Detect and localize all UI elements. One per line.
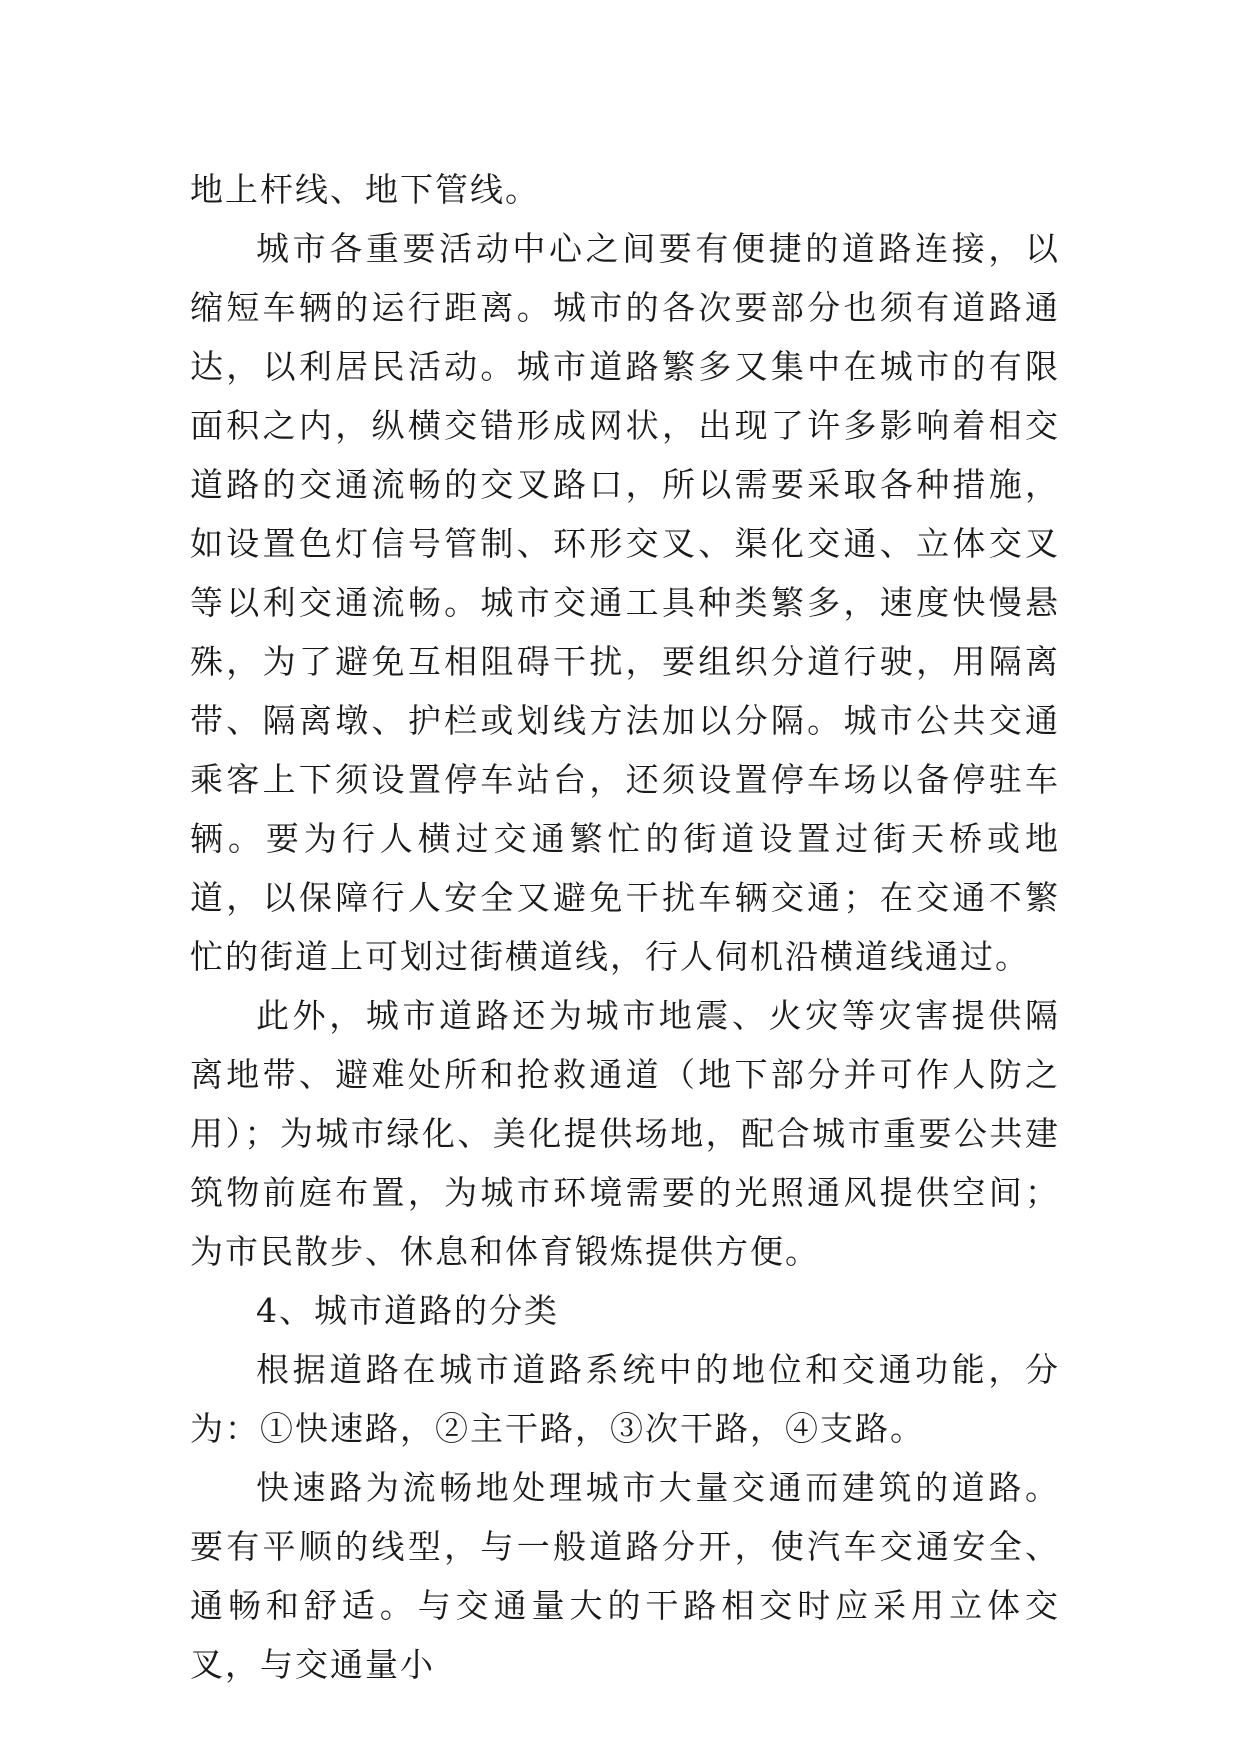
paragraph-road-connections: 城市各重要活动中心之间要有便捷的道路连接，以缩短车辆的运行距离。城市的各次要部分也须有道路通达，以利居民活动。城市道路繁多又集中在城市的有限面积之内，纵横交错形成网状，出现了许多影响着相交道路的交通流畅的交叉路口，所以需要采取各种措施，如设置色灯信号管制、环形交叉、渠化交通、立体交叉等以利交通流畅。城市交通工具种类繁多，速度快慢悬殊，为了避免互相阻碍干扰，要组织分道行驶，用隔离带、隔离墩、护栏或划线方法加以分隔。城市公共交通乘客上下须设置停车站台，还须设置停车场以备停驻车辆。要为行人横过交通繁忙的街道设置过街天桥或地道，以保障行人安全又避免干扰车辆交通；在交通不繁忙的街道上可划过街横道线，行人伺机沿横道线通过。 bbox=[190, 229, 1060, 976]
paragraph-continuation: 地上杆线、地下管线。 bbox=[190, 170, 540, 209]
document-body bbox=[190, 160, 1060, 1694]
paragraph-expressway: 快速路为流畅地处理城市大量交通而建筑的道路。要有平顺的线型，与一般道路分开，使汽车交通安全、通畅和舒适。与交通量大的干路相交时应采用立体交叉，与交通量小 bbox=[190, 1468, 1060, 1684]
paragraph-classification-list: 根据道路在城市道路系统中的地位和交通功能，分为：①快速路，②主干路，③次干路，④支路。 bbox=[190, 1350, 1060, 1448]
section-heading-classification: 4、城市道路的分类 bbox=[256, 1291, 559, 1330]
paragraph-disaster-functions: 此外，城市道路还为城市地震、火灾等灾害提供隔离地带、避难处所和抢救通道（地下部分并可作人防之用）；为城市绿化、美化提供场地，配合城市重要公共建筑物前庭布置，为城市环境需要的光照通风提供空间；为市民散步、休息和体育锻炼提供方便。 bbox=[190, 996, 1060, 1271]
